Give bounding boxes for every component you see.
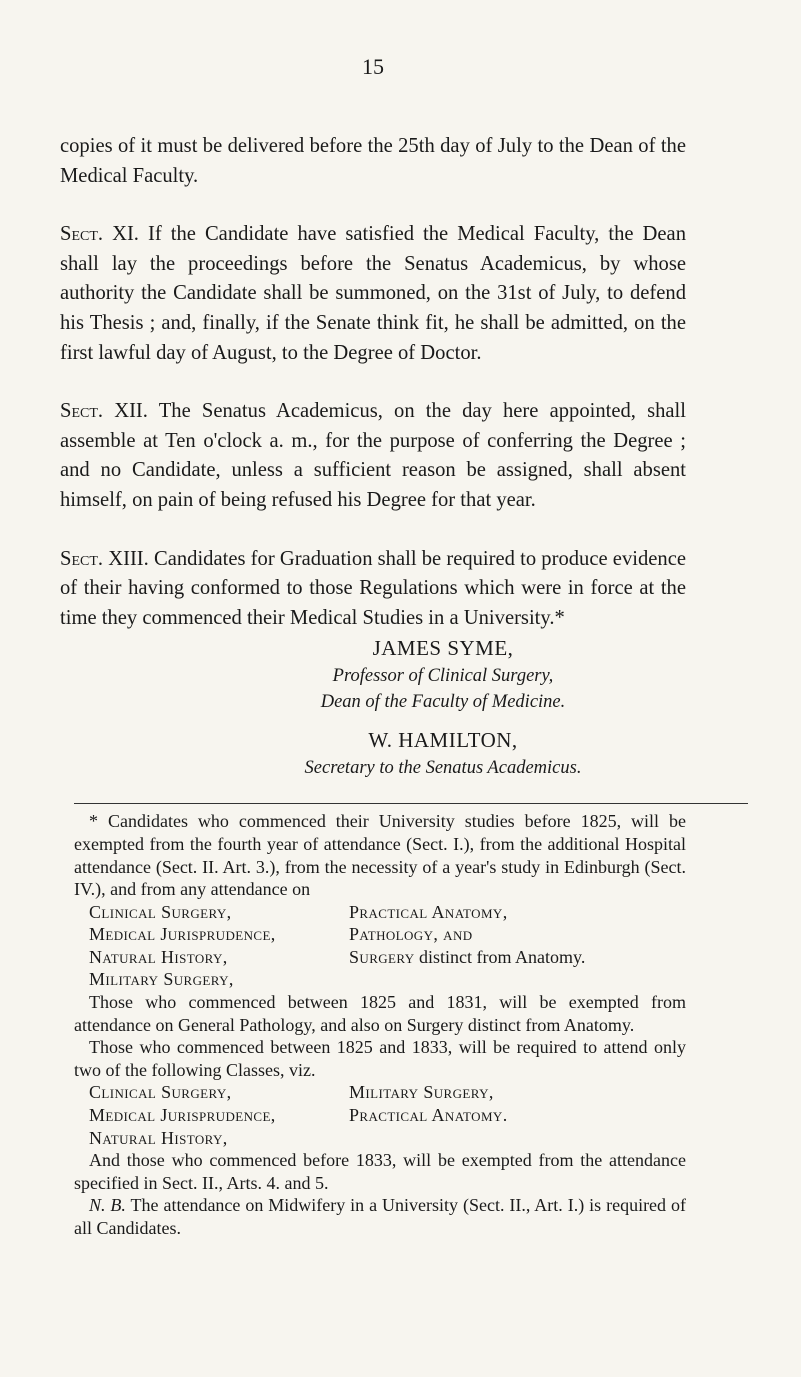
paragraph-text: Candidates for Graduation shall be required to produce evidence of their having conformed to those Regulations which were in force at the time they commenced their Medical Studies in a University.* [60, 547, 686, 629]
paragraph-continuation [60, 132, 686, 191]
footnote-para: And those who commenced before 1833, will be exempted from the attendance specified in Sect. II., Arts. 4. and 5. [74, 1150, 686, 1193]
class-item: Medical Jurisprudence, [89, 924, 276, 945]
nota-bene-text: The attendance on Midwifery in a University (Sect. II., Art. I.) is required of all Candidates. [74, 1195, 686, 1238]
section-xi [60, 220, 686, 368]
paragraph-text: If the Candidate have satisfied the Medical Faculty, the Dean shall lay the proceedings before the Senatus Academicus, by whose authority the Candidate shall be summoned, on the 31st of July, to defend his Thesis ; and, finally, if the Senate think fit, he shall be admitted, on the first lawful day of August, to the Degree of Doctor. [60, 223, 686, 364]
class-item: Clinical Surgery, [89, 901, 232, 922]
class-item: Military Surgery, [349, 1082, 494, 1103]
nota-bene [74, 1194, 686, 1239]
elective-class-list [74, 1081, 686, 1149]
class-item: Practical Anatomy. [349, 1105, 508, 1126]
paragraph-text: The Senatus Academicus, on the day here appointed, shall assemble at Ten o'clock a. m., for the purpose of conferring the Degree ; and no Candidate, unless a sufficient reason be assigned, shall absent himself, on pain of being refused his Degree for that year. [60, 400, 686, 511]
class-item: Natural History, [89, 946, 228, 967]
class-item-with-tail [349, 946, 686, 969]
class-item: Military Surgery, [89, 969, 234, 990]
regulations-body [60, 132, 686, 781]
paragraph-text: copies of it must be delivered before the 25th day of July to the Dean of the Medical Faculty. [60, 135, 686, 187]
signatory-name: JAMES SYME, [372, 636, 514, 661]
footnote-para: Those who commenced between 1825 and 1831, will be exempted from attendance on General Pathology, and also on Surgery distinct from Anatomy. [74, 992, 686, 1035]
class-item: Surgery [349, 946, 415, 967]
section-xii [60, 397, 686, 515]
section-xiii [60, 545, 686, 634]
signature-block [60, 633, 686, 781]
footnote-divider [74, 803, 748, 804]
exempt-class-list [74, 901, 686, 991]
page-number: 15 [362, 54, 384, 79]
signatory-name: W. HAMILTON, [368, 728, 518, 753]
class-item: Medical Jurisprudence, [89, 1105, 276, 1126]
signatory-title: Professor of Clinical Surgery, [332, 666, 554, 687]
class-item: Natural History, [89, 1127, 228, 1148]
signatory-title: Secretary to the Senatus Academicus. [304, 758, 582, 779]
section-heading: Sect. XII. [60, 400, 148, 423]
class-item: Practical Anatomy, [349, 901, 508, 922]
class-item-tail: distinct from Anatomy. [414, 946, 586, 967]
class-item: Clinical Surgery, [89, 1082, 232, 1103]
nota-bene-label: N. B. [89, 1195, 126, 1216]
signatory-title: Dean of the Faculty of Medicine. [320, 692, 566, 713]
section-heading: Sect. XIII. [60, 547, 149, 570]
footnote-para: Those who commenced between 1825 and 1833, will be required to attend only two of the following Classes, viz. [74, 1037, 686, 1080]
footnote [60, 810, 686, 1239]
footnote-intro: * Candidates who commenced their University studies before 1825, will be exempted from the fourth year of attendance (Sect. I.), from the additional Hospital attendance (Sect. II. Art. 3.), from the necessity of a year's study in Edinburgh (Sect. IV.), and from any attendance on [74, 811, 686, 900]
section-heading: Sect. XI. [60, 223, 139, 246]
class-item: Pathology, and [349, 924, 473, 945]
